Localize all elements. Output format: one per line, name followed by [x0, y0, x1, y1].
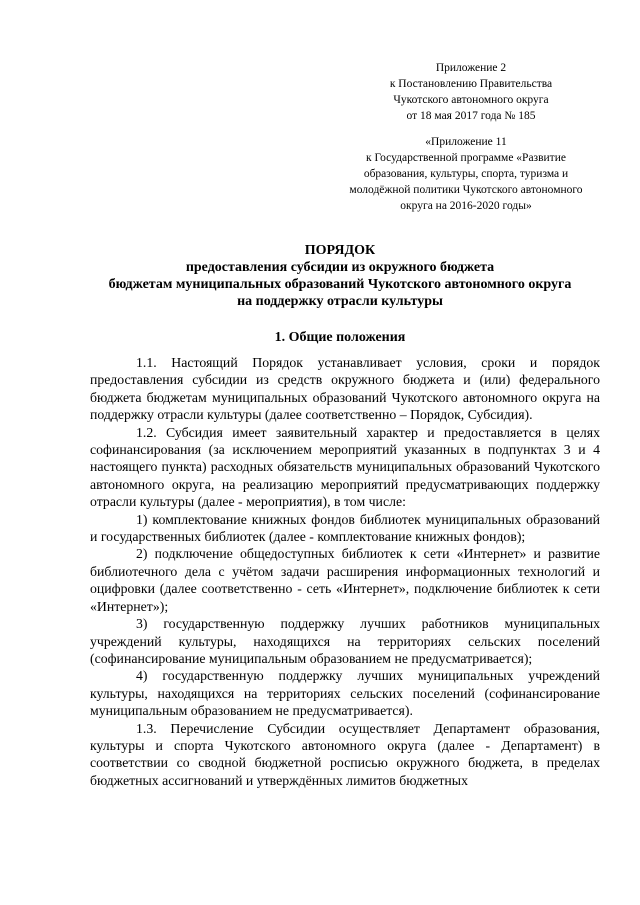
- annex-program-line: округа на 2016-2020 годы»: [400, 200, 532, 212]
- list-item-3: 3) государственную поддержку лучших работников муниципальных учреждений культуры, находящихся на территориях сельских поселений (софинансирование муниципальным образованием не предусматривается);: [90, 616, 600, 666]
- annex-line: Чукотского автономного округа: [393, 94, 549, 106]
- document-subtitle: [70, 259, 610, 310]
- document-body: [90, 354, 600, 789]
- annex-program-line: к Государственной программе «Развитие: [366, 152, 566, 164]
- annex-program-line: образования, культуры, спорта, туризма и: [363, 168, 569, 180]
- paragraph-1-2: 1.2. Субсидия имеет заявительный характер и предоставляется в целях софинансирования (за исключением мероприятий указанных в подпунктах 3 и 4 настоящего пункта) расходных обязательств муниципальных образований Чукотского автономного округа, на реализацию мероприятий предусматривающих поддержку отрасли культуры (далее - мероприятия), в том числе:: [90, 424, 600, 510]
- annex-program-line: «Приложение 11: [425, 136, 507, 148]
- list-item-4: 4) государственную поддержку лучших муниципальных учреждений культуры, находящихся на территориях сельских поселений (софинансирование муниципальным образованием не предусматривается).: [90, 668, 600, 719]
- annex-program-header: [316, 134, 616, 214]
- annex-line: к Постановлению Правительства: [389, 78, 553, 90]
- subtitle-line: предоставления субсидии из окружного бюджета: [185, 260, 495, 275]
- subtitle-line: бюджетам муниципальных образований Чукотского автономного округа: [108, 277, 572, 292]
- paragraph-1-1: 1.1. Настоящий Порядок устанавливает условия, сроки и порядок предоставления субсидии из средств окружного бюджета и (или) федерального бюджета бюджетам муниципальных образований Чукотского автономного округа на поддержку отрасли культуры (далее соответственно – Порядок, Субсидия).: [90, 355, 600, 423]
- list-item-1: 1) комплектование книжных фондов библиотек муниципальных образований и государственных библиотек (далее - комплектование книжных фондов);: [90, 511, 600, 545]
- annex-line: Приложение 2: [435, 62, 507, 74]
- list-item-2: 2) подключение общедоступных библиотек к сети «Интернет» и развитие библиотечного дела с учётом задачи расширения информационных технологий и оцифровки (далее соответственно - сеть «Интернет», подключение библиотек к сети «Интернет»);: [90, 546, 600, 614]
- annex-header: [344, 60, 598, 124]
- subtitle-line: на поддержку отрасли культуры: [237, 294, 443, 309]
- annex-line: от 18 мая 2017 года № 185: [406, 110, 536, 122]
- paragraph-1-3: 1.3. Перечисление Субсидии осуществляет Департамент образования, культуры и спорта Чукотского автономного округа (далее - Департамент) в соответствии со сводной бюджетной росписью окружного бюджета, в пределах бюджетных ассигнований и утверждённых лимитов бюджетных: [90, 720, 600, 788]
- document-title: ПОРЯДОК: [304, 243, 376, 258]
- annex-program-line: молодёжной политики Чукотского автономного: [349, 184, 583, 196]
- section-heading: 1. Общие положения: [274, 330, 406, 345]
